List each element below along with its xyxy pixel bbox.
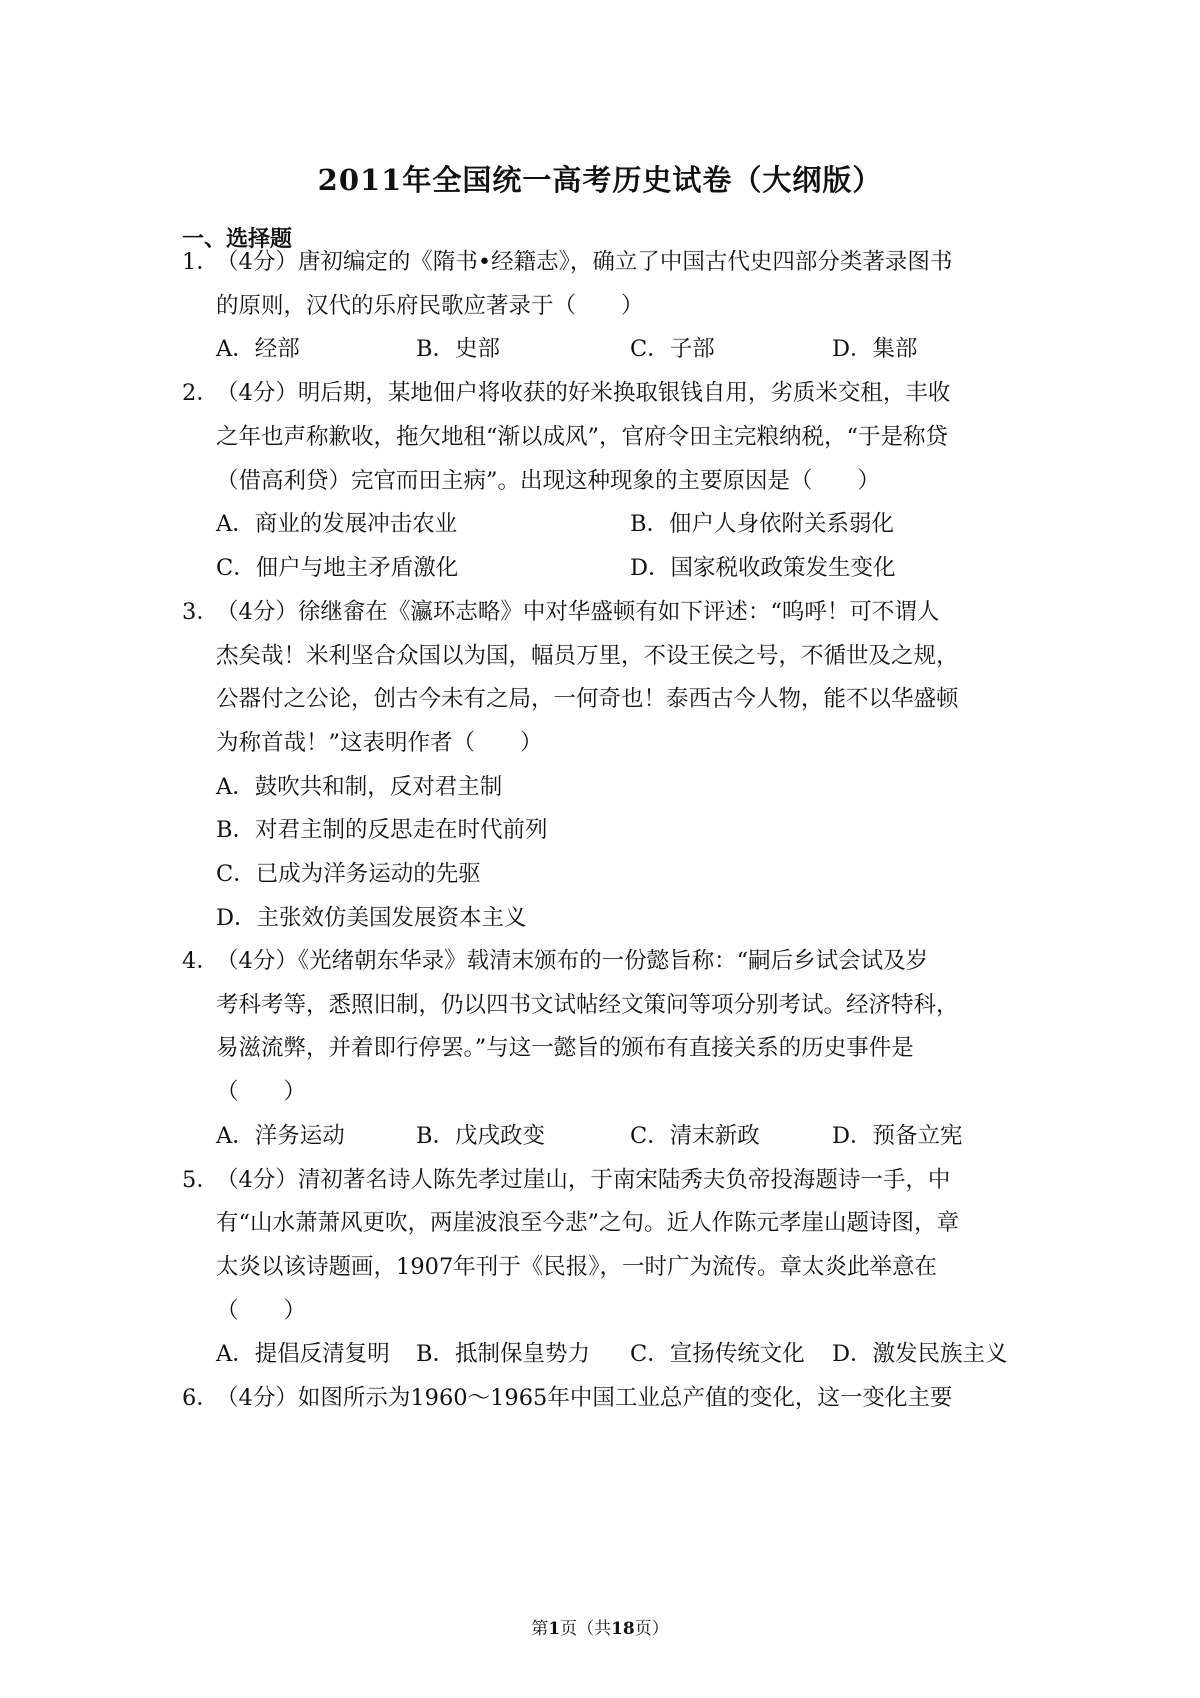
question-4-option-a: A．洋务运动	[216, 1123, 345, 1149]
question-1-number: 1．	[182, 249, 219, 275]
question-2-line-3: （借高利贷）完官而田主病”。出现这种现象的主要原因是（ ）	[216, 468, 881, 494]
footer-total-pages: 18	[611, 1619, 635, 1639]
question-5-option-a: A．提倡反清复明	[216, 1341, 390, 1367]
question-1-line-2: 的原则，汉代的乐府民歌应著录于（ ）	[216, 293, 644, 319]
question-4-line-4: （ ）	[216, 1079, 307, 1105]
question-3-option-b: B．对君主制的反思走在时代前列	[216, 817, 548, 843]
question-1-option-a: A．经部	[216, 336, 300, 362]
question-4-line-3: 易滋流弊，并着即行停罢。”与这一懿旨的颁布有直接关系的历史事件是	[216, 1035, 914, 1061]
question-2-option-c: C．佃户与地主矛盾激化	[216, 555, 459, 581]
question-1-option-d: D．集部	[832, 336, 918, 362]
question-4-option-c: C．清末新政	[630, 1123, 760, 1149]
question-6-number: 6．	[182, 1385, 219, 1411]
question-6-line-1: （4分）如图所示为1960～1965年中国工业总产值的变化，这一变化主要	[216, 1385, 953, 1411]
question-5-line-4: （ ）	[216, 1298, 307, 1324]
page-title: 2011年全国统一高考历史试卷（大纲版）	[317, 163, 883, 197]
question-5-line-2: 有“山水萧萧风更吹，两崖波浪至今悲”之句。近人作陈元孝崖山题诗图，章	[216, 1210, 960, 1236]
question-3-line-1: （4分）徐继畲在《瀛环志略》中对华盛顿有如下评述：“呜呼！可不谓人	[216, 599, 940, 625]
question-1-line-1: （4分）唐初编定的《隋书•经籍志》，确立了中国古代史四部分类著录图书	[216, 249, 953, 275]
question-4-number: 4．	[182, 948, 219, 974]
question-1-option-b: B．史部	[416, 336, 501, 362]
question-3-option-d: D．主张效仿美国发展资本主义	[216, 905, 527, 931]
question-3-line-2: 杰矣哉！米利坚合众国以为国，幅员万里，不设王侯之号，不循世及之规，	[216, 643, 959, 669]
page-footer	[0, 1614, 1200, 1639]
question-2-number: 2．	[182, 380, 219, 406]
question-5-line-1: （4分）清初著名诗人陈先孝过崖山，于南宋陆秀夫负帝投海题诗一手，中	[216, 1167, 951, 1193]
question-4-line-2: 考科考等，悉照旧制，仍以四书文试帖经文策问等项分别考试。经济特科，	[216, 992, 959, 1018]
question-5-option-d: D．激发民族主义	[832, 1341, 1008, 1367]
question-3-line-4: 为称首哉！”这表明作者（ ）	[216, 730, 543, 756]
question-3-option-a: A．鼓吹共和制，反对君主制	[216, 774, 503, 800]
question-4-option-d: D．预备立宪	[832, 1123, 963, 1149]
question-5-option-b: B．抵制保皇势力	[416, 1341, 591, 1367]
question-2-line-1: （4分）明后期，某地佃户将收获的好米换取银钱自用，劣质米交租，丰收	[216, 380, 951, 406]
question-1-option-c: C．子部	[630, 336, 715, 362]
question-2-option-d: D．国家税收政策发生变化	[630, 555, 896, 581]
footer-prefix: 第	[531, 1619, 549, 1639]
question-4-line-1: （4分）《光绪朝东华录》载清末颁布的一份懿旨称：“嗣后乡试会试及岁	[216, 948, 929, 974]
question-4-option-b: B．戊戌政变	[416, 1123, 546, 1149]
footer-page-number: 1	[548, 1619, 561, 1639]
section-title: 一、选择题	[182, 226, 293, 252]
question-2-option-b: B．佃户人身依附关系弱化	[630, 511, 895, 537]
question-3-number: 3．	[182, 599, 219, 625]
footer-middle: 页（共	[560, 1619, 612, 1639]
question-5-number: 5．	[182, 1167, 219, 1193]
question-2-option-a: A．商业的发展冲击农业	[216, 511, 458, 537]
question-2-line-2: 之年也声称歉收，拖欠地租“渐以成风”，官府令田主完粮纳税，“于是称贷	[216, 424, 949, 450]
question-3-option-c: C．已成为洋务运动的先驱	[216, 861, 481, 887]
question-5-option-c: C．宣扬传统文化	[630, 1341, 805, 1367]
question-3-line-3: 公器付之公论，创古今未有之局，一何奇也！泰西古今人物，能不以华盛顿	[216, 686, 959, 712]
question-5-line-3: 太炎以该诗题画，1907年刊于《民报》，一时广为流传。章太炎此举意在	[216, 1254, 938, 1280]
footer-suffix: 页）	[634, 1619, 669, 1639]
